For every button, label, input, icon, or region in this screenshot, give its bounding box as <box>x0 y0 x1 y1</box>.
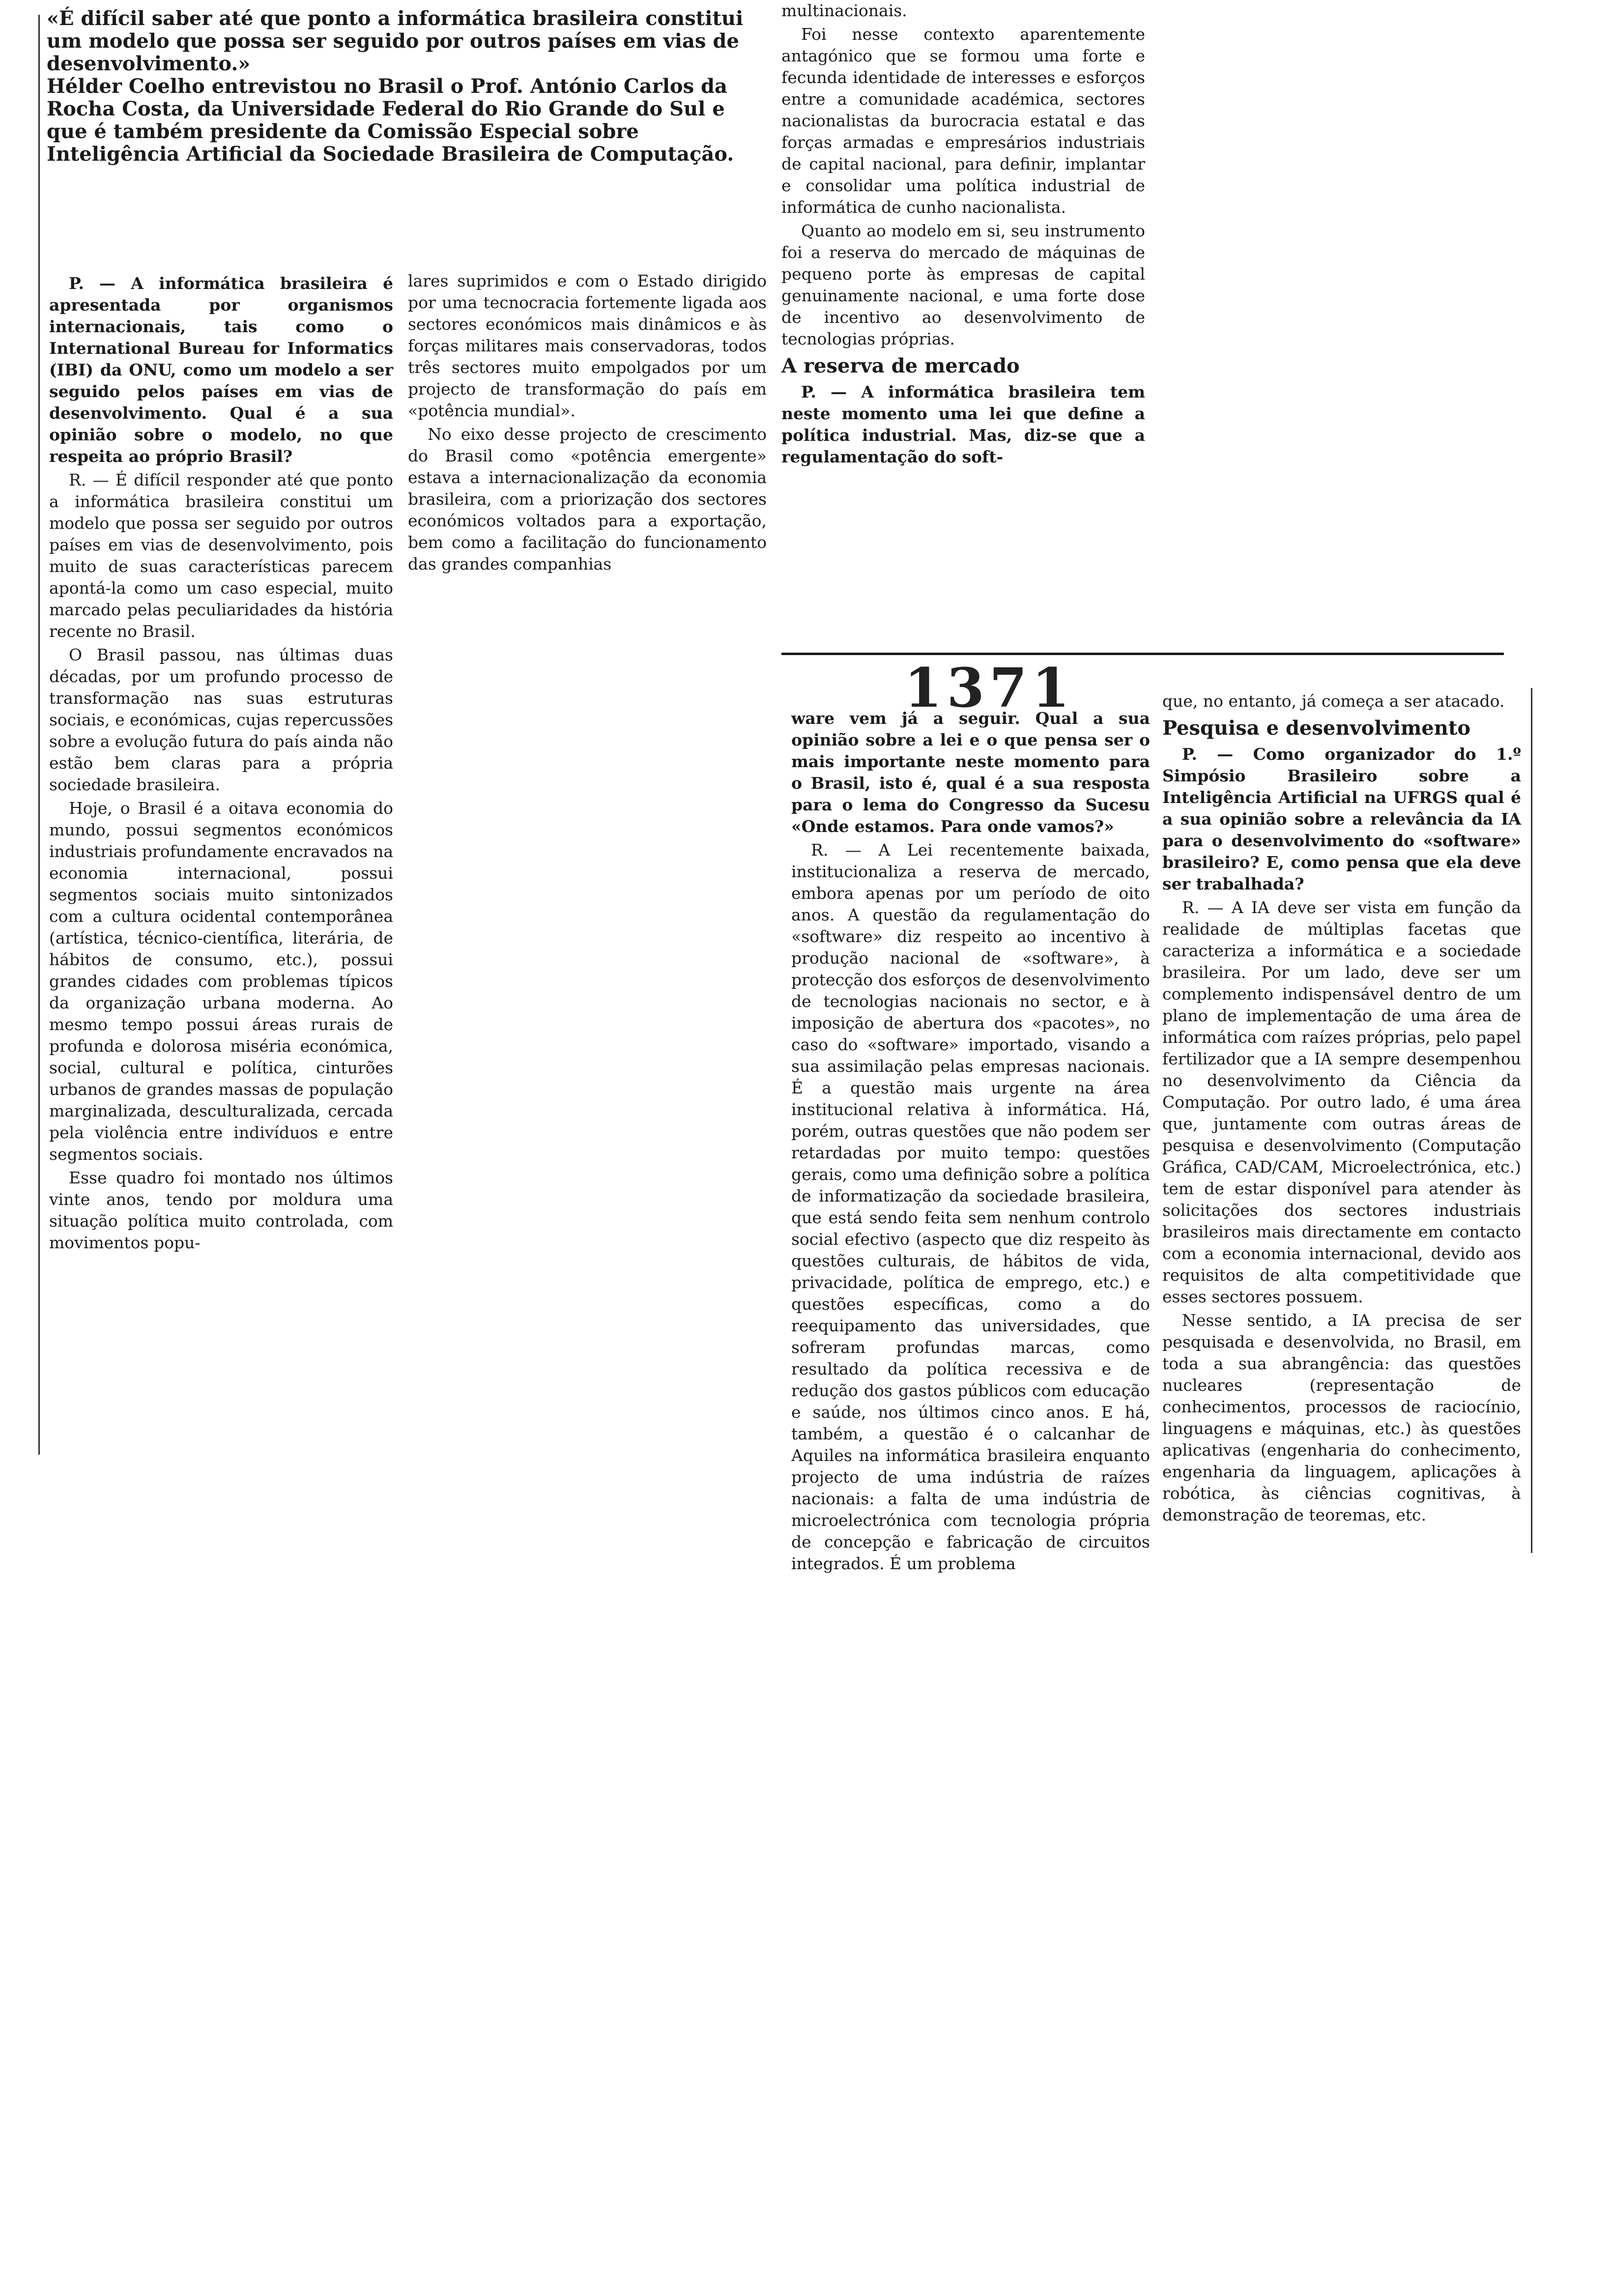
paragraph: Nesse sentido, a IA precisa de ser pesquisada e desenvolvida, no Brasil, em toda a sua abrangência: das questões nucleares (representação de conhecimentos, processos de raciocínio, linguagens e máquinas, etc.) às questões aplicativas (engenharia do conhecimento, engenharia da linguagem, aplicações à robótica, às ciências cognitivas, à demonstração de teoremas, etc. <box>1162 1311 1521 1524</box>
paragraph: Esse quadro foi montado nos últimos vinte anos, tendo por moldura uma situação política muito controlada, com movimentos popu- <box>49 1168 393 1252</box>
paragraph: R. — A IA deve ser vista em função da realidade de múltiplas facetas que caracteriza a informática e a sociedade brasileira. Por um lado, deve ser um complemento indispensável dentro de um plano de implementação de uma área de informática com raízes próprias, pelo papel fertilizador que a IA sempre desempenhou no desenvolvimento da Ciência da Computação. Por outro lado, é uma área que, juntamente com outras áreas de pesquisa e desenvolvimento (Computação Gráfica, CAD/CAM, Microelectrónica, etc.) tem de estar disponível para atender às solicitações dos sectores industriais brasileiros mais directamente em contacto com a economia internacional, devido aos requisitos de alta competitividade que esses sectores possuem. <box>1162 898 1521 1306</box>
article-column-3 <box>781 0 1145 470</box>
page-stamp-number: 1371 <box>904 656 1075 719</box>
paragraph: ware vem já a seguir. Qual a sua opinião sobre a lei e o que pensa ser o mais importante neste momento para o Brasil, isto é, qual é a sua resposta para o lema do Congresso da Sucesu «Onde estamos. Para onde vamos?» <box>791 709 1150 836</box>
section-heading-pesquisa: Pesquisa e desenvolvimento <box>1162 717 1470 740</box>
lead-quote: «É difícil saber até que ponto a informática brasileira constitui um modelo que possa ser seguido por outros países em vias de desenvolvimento.» <box>47 7 744 75</box>
lead-block <box>47 7 754 166</box>
article-column-1 <box>49 273 393 1256</box>
horizontal-divider <box>781 653 1504 655</box>
paragraph: multinacionais. <box>781 1 907 20</box>
section-heading-reserva: A reserva de mercado <box>781 354 1020 377</box>
paragraph: Quanto ao modelo em si, seu instrumento foi a reserva do mercado de máquinas de pequeno porte às empresas de capital genuinamente nacional, e uma forte dose de incentivo ao desenvolvimento de tecnologias próprias. <box>781 221 1145 348</box>
article-column-2 <box>408 270 767 577</box>
article-column-5 <box>1162 690 1521 1528</box>
left-margin-line <box>38 15 40 1455</box>
paragraph: P. — A informática brasileira tem neste momento uma lei que define a política industrial. Mas, diz-se que a regulamentação do soft- <box>781 382 1145 466</box>
paragraph: Foi nesse contexto aparentemente antagónico que se formou uma forte e fecunda identidade de interesses e esforços entre a comunidade académica, sectores nacionalistas da burocracia estatal e das forças armadas e empresários industriais de capital nacional, para definir, implantar e consolidar uma política industrial de informática de cunho nacionalista. <box>781 25 1145 217</box>
article-column-4 <box>791 708 1150 1577</box>
paragraph: P. — Como organizador do 1.º Simpósio Brasileiro sobre a Inteligência Artificial na UFRGS qual é a sua opinião sobre a relevância da IA para o desenvolvimento do «software» brasileiro? E, como pensa que ela deve ser trabalhada? <box>1162 745 1521 893</box>
paragraph: que, no entanto, já começa a ser atacado. <box>1162 691 1505 711</box>
right-column-edge <box>1531 688 1532 1553</box>
paragraph: P. — A informática brasileira é apresentada por organismos internacionais, tais como o International Bureau for Informatics (IBI) da ONU, como um modelo a ser seguido pelos países em vias de desenvolvimento. Qual é a sua opinião sobre o modelo, no que respeita ao próprio Brasil? <box>49 274 393 466</box>
paragraph: No eixo desse projecto de crescimento do Brasil como «potência emergente» estava a internacionalização da economia brasileira, com a priorização dos sectores económicos voltados para a exportação, bem como a facilitação do funcionamento das grandes companhias <box>408 425 767 574</box>
paragraph: lares suprimidos e com o Estado dirigido por uma tecnocracia fortemente ligada aos sectores económicos mais dinâmicos e às forças militares mais conservadoras, todos três sectores muito empolgados por um projecto de transformação do país em «potência mundial». <box>408 271 767 420</box>
paragraph: R. — A Lei recentemente baixada, institucionaliza a reserva de mercado, embora apenas por um período de oito anos. A questão da regulamentação do «software» diz respeito ao incentivo à produção nacional de «software», à protecção dos esforços de desenvolvimento de tecnologias nacionais no sector, e à imposição de abertura dos «pacotes», no caso do «software» importado, visando a sua assimilação pelas empresas nacionais. É a questão mais urgente na área institucional relativa à informática. Há, porém, outras questões que não podem ser retardadas por muito tempo: questões gerais, como uma definição sobre a política de informatização da sociedade brasileira, que está sendo feita sem nenhum controlo social efectivo (aspecto que diz respeito às questões culturais, de hábitos de vida, privacidade, política de emprego, etc.) e questões específicas, como a do reequipamento das universidades, que sofreram profundas marcas, como resultado da política recessiva e de redução dos gastos públicos com educação e saúde, nos últimos cinco anos. E há, também, a questão é o calcanhar de Aquiles na informática brasileira enquanto projecto de uma indústria de raízes nacionais: a falta de uma indústria de microelectrónica com tecnologia própria de concepção e fabricação de circuitos integrados. É um problema <box>791 840 1150 1573</box>
paragraph: O Brasil passou, nas últimas duas décadas, por um profundo processo de transformação nas suas estruturas sociais, e económicas, cujas repercussões sobre a evolução futura do país ainda não estão bem claras para a própria sociedade brasileira. <box>49 645 393 794</box>
paragraph: R. — É difícil responder até que ponto a informática brasileira constitui um modelo que possa ser seguido por outros países em vias de desenvolvimento, pois muito de suas características parecem apontá-la como um caso especial, muito marcado pelas peculiaridades da história recente no Brasil. <box>49 470 393 641</box>
lead-intro: Hélder Coelho entrevistou no Brasil o Prof. António Carlos da Rocha Costa, da Universidade Federal do Rio Grande do Sul e que é também presidente da Comissão Especial sobre Inteligência Artificial da Sociedade Brasileira de Computação. <box>47 75 734 166</box>
paragraph: Hoje, o Brasil é a oitava economia do mundo, possui segmentos económicos industriais profundamente encravados na economia internacional, possui segmentos sociais muito sintonizados com a cultura ocidental contemporânea (artística, técnico-científica, literária, de hábitos de consumo, etc.), possui grandes cidades com problemas típicos da organização urbana moderna. Ao mesmo tempo possui áreas rurais de profunda e dolorosa miséria económica, social, cultural e política, cinturões urbanos de grandes massas de população marginalizada, desculturalizada, cercada pela violência entre indivíduos e entre segmentos sociais. <box>49 799 393 1164</box>
